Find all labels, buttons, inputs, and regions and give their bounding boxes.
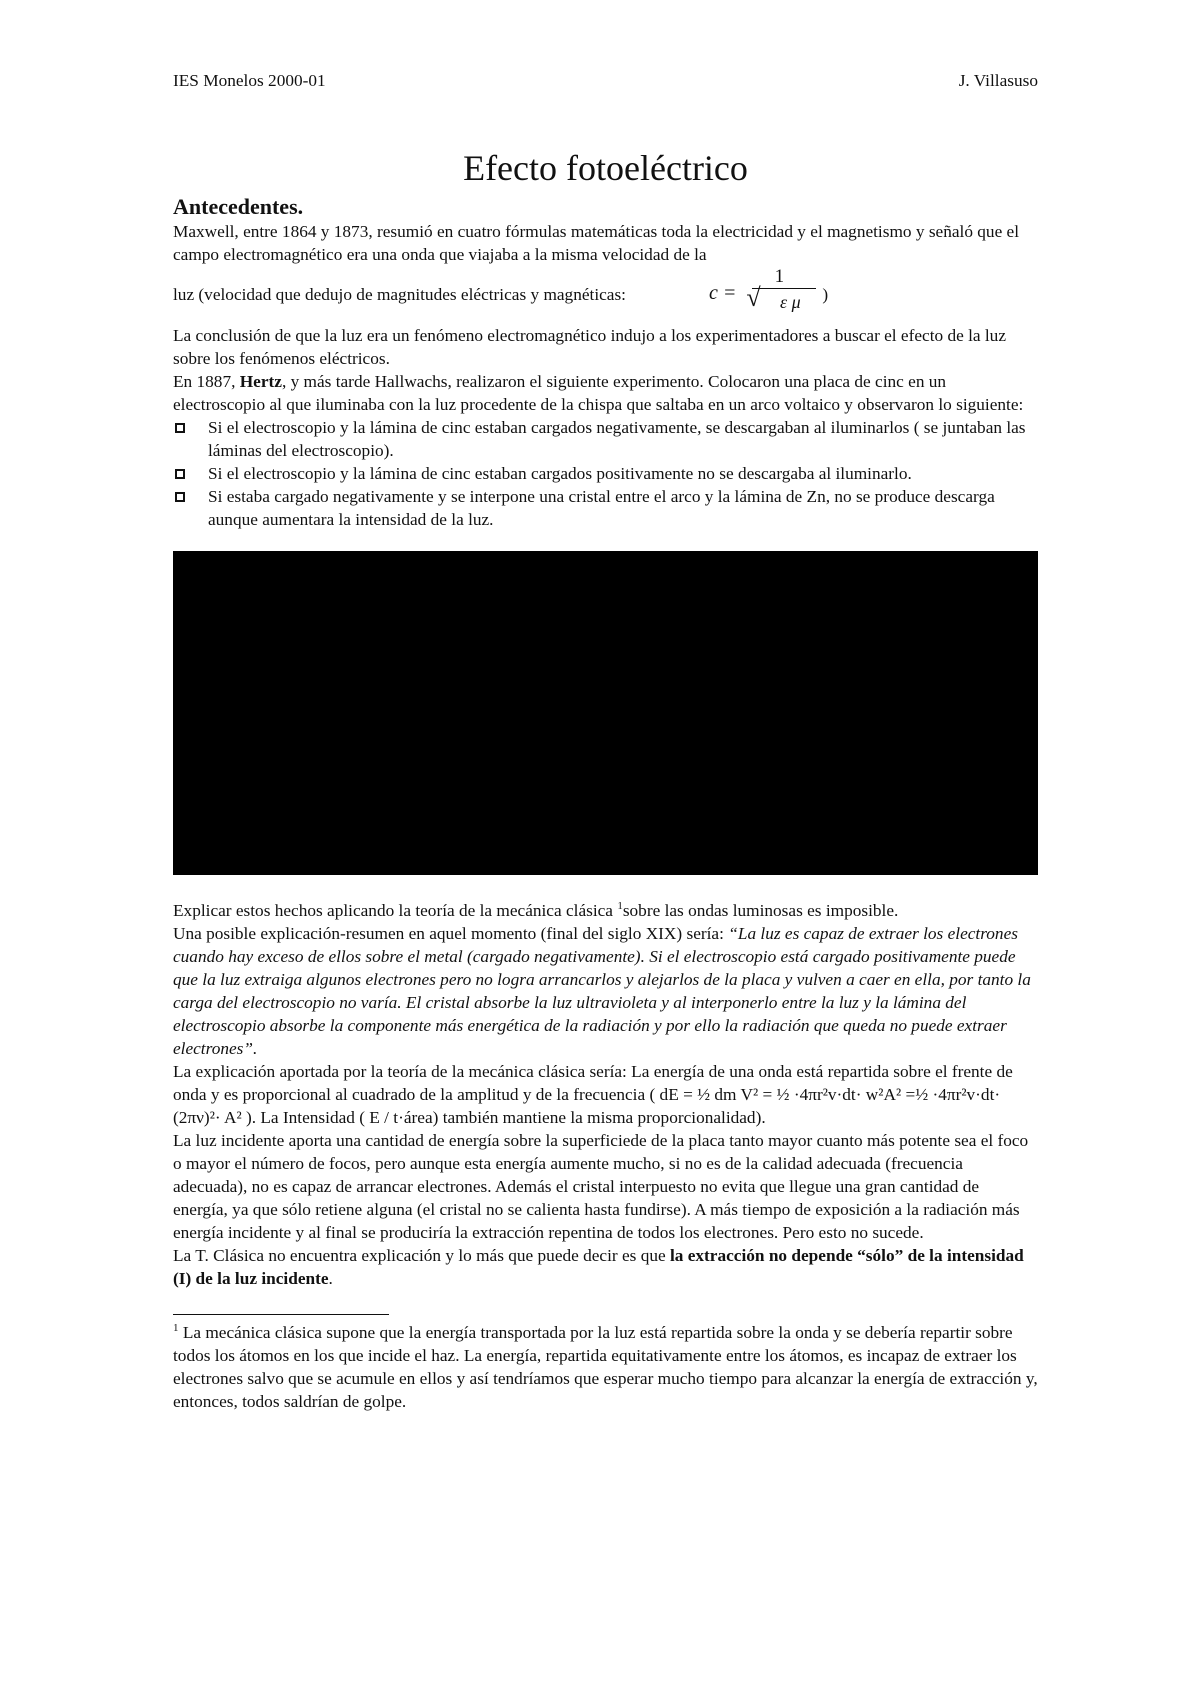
paragraph-incident-light: La luz incidente aporta una cantidad de energía sobre la superficiede de la placa tanto mayor cuanto más potente sea el foco o mayor el número de focos, pero aunque esta energía aumente mucho, si no es de la calidad adecuada (frecuencia adecuada), no es capaz de arrancar electrones. Además el cristal interpuesto no evita que llegue una gran cantidad de energía, ya que sólo retiene alguna (el cristal no se calienta hasta fundirse). A más tiempo de exposición a la radiación más energía incidente y al final se produciría la extracción repentina de todos los electrones. Pero esto no sucede. [173,1131,1029,1242]
conclusion-text-b: . [328,1269,333,1288]
formula-prefix: luz (velocidad que dedujo de magnitudes eléctricas y magnéticas: [173,285,626,304]
list-item-text: Si el electroscopio y la lámina de cinc estaban cargados positivamente no se descargaba al iluminarlo. [208,464,912,483]
list-item [173,485,1038,531]
checkbox-bullet-icon [175,423,185,433]
speed-of-light-formula [709,266,828,315]
document-page [173,70,1038,1413]
section-heading: Antecedentes. [173,194,304,219]
footnote-text: La mecánica clásica supone que la energía transportada por la luz está repartida sobre la onda y se debería repartir sobre todos los átomos en los que incide el haz. La energía, repartida equitativamente entre los átomos, es incapaz de extraer los electrones salvo que se acumule en ellos y así tendríamos que esperar mucho tiempo para alcanzar la energía de extracción y, entonces, todos saldrían de golpe. [173,1323,1038,1411]
formula-numerator: 1 [774,266,785,287]
summary-text: Una posible explicación-resumen en aquel momento (final del siglo XIX) sería: [173,924,729,943]
list-item [173,462,1038,485]
page-title: Efecto fotoeléctrico [463,148,748,188]
paragraph-maxwell: Maxwell, entre 1864 y 1873, resumió en cuatro fórmulas matemáticas toda la electricidad y el magnetismo y señaló que el campo electromagnético era una onda que viajaba a la misma velocidad de la [173,222,1020,264]
conclusion-bold: la extracción no depende “sólo” de la intensidad (I) de la luz incidente [173,1246,1024,1288]
header-left: IES Monelos 2000-01 [173,71,326,90]
explain-text-a: Explicar estos hechos aplicando la teoría de la mecánica clásica [173,901,618,920]
footnote-ref[interactable]: 1 [617,900,623,913]
page-header [173,70,1038,92]
experiment-image [173,551,1038,875]
paragraph-classical-energy: La explicación aportada por la teoría de la mecánica clásica sería: La energía de una onda está repartida sobre el frente de onda y es proporcional al cuadrado de la amplitud y de la frecuencia ( dE = ½ dm V² = ½ ·4πr²v·dt· w²A² =½ ·4πr²v·dt· (2πν)²· A² ). La Intensidad ( E / t·área) también mantiene la misma proporcionalidad). [173,1062,1013,1127]
paragraph-hertz [173,370,1038,416]
checkbox-bullet-icon [175,492,185,502]
formula-fraction [742,266,816,315]
list-item [173,416,1038,462]
hertz-text-a: En 1887, [173,372,240,391]
footnote-separator [173,1314,389,1315]
footnote-number: 1 [173,1322,179,1335]
summary-quote: “La luz es capaz de extraer los electrones cuando hay exceso de ellos sobre el metal (cargado negativamente). Si el electroscopio está cargado positivamente puede que la luz extraiga algunos electrones pero no logra arrancarlos y alejarlos de la placa y vulven a caer en ella, por tanto la carga del electroscopio no varía. El cristal absorbe la luz ultravioleta y al interponerlo entre la luz y la lámina del electroscopio absorbe la componente más energética de la radiación y por ello la radiación que queda no puede extraer electrones”. [173,924,1031,1058]
list-item-text: Si el electroscopio y la lámina de cinc estaban cargados negativamente, se descargaban al iluminarlos ( se juntaban las láminas del electroscopio). [208,418,1026,460]
hertz-bold: Hertz [239,372,282,391]
square-root-icon: √ [746,283,761,312]
formula-line [173,266,1038,324]
footnote [173,1321,1038,1413]
paragraph-conclusion: La conclusión de que la luz era un fenómeno electromagnético indujo a los experimentadores a buscar el efecto de la luz sobre los fenómenos eléctricos. [173,326,1006,368]
conclusion-text-a: La T. Clásica no encuentra explicación y lo más que puede decir es que [173,1246,670,1265]
header-right: J. Villasuso [958,71,1038,90]
paragraph-explanation-summary [173,922,1038,1060]
checkbox-bullet-icon [175,469,185,479]
formula-lhs: c = [709,282,737,304]
formula-close: ) [822,285,829,304]
paragraph-conclusion-classical [173,1244,1038,1290]
formula-denominator-text: ε μ [780,292,801,312]
list-item-text: Si estaba cargado negativamente y se interpone una cristal entre el arco y la lámina de Zn, no se produce descarga aunque aumentara la intensidad de la luz. [208,487,995,529]
paragraph-explain [173,899,1038,922]
formula-denominator [742,283,816,315]
hertz-text-b: , y más tarde Hallwachs, realizaron el siguiente experimento. Colocaron una placa de cinc en un electroscopio al que iluminaba con la luz procedente de la chispa que saltaba en un arco voltaico y observaron lo siguiente: [173,372,1024,414]
explain-text-b: sobre las ondas luminosas es imposible. [622,901,899,920]
observation-list [173,416,1038,531]
